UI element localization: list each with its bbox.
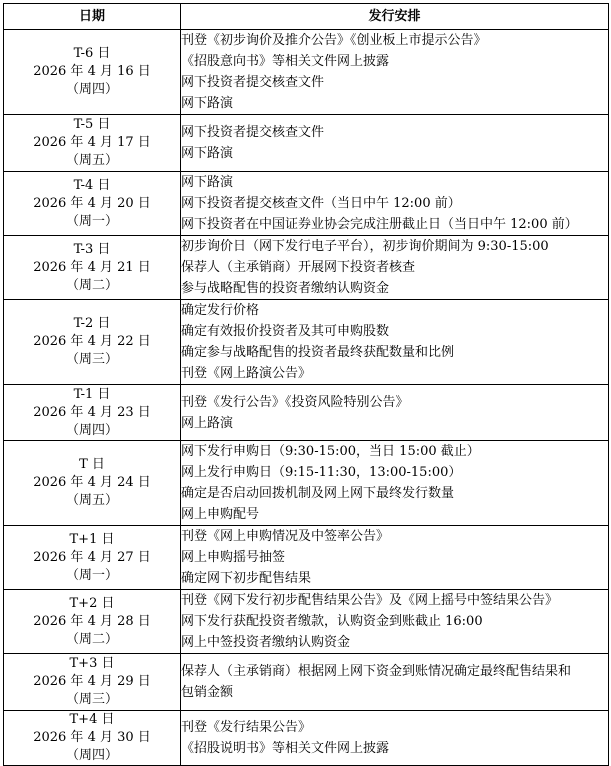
weekday-label: （周四） bbox=[65, 82, 118, 97]
schedule-row bbox=[4, 300, 609, 385]
calendar-date: 2026 年 4 月 30 日 bbox=[33, 730, 151, 745]
day-offset-label: T+2 日 bbox=[69, 595, 115, 611]
arrangement-line: 网下投资者提交核查文件 bbox=[181, 75, 325, 90]
schedule-row bbox=[4, 30, 609, 115]
date-cell bbox=[4, 236, 181, 300]
arrangement-cell bbox=[181, 30, 609, 115]
arrangement-line: 保荐人（主承销商）开展网下投资者核查 bbox=[181, 260, 416, 275]
weekday-label: （周一） bbox=[65, 213, 118, 229]
date-cell bbox=[4, 30, 181, 115]
arrangement-cell bbox=[181, 300, 609, 385]
calendar-date: 2026 年 4 月 16 日 bbox=[33, 64, 151, 79]
arrangement-line: 网下发行申购日（9:30-15:00，当日 15:00 截止） bbox=[181, 444, 480, 459]
arrangement-line: 网上申购配号 bbox=[181, 507, 260, 522]
schedule-row bbox=[4, 441, 609, 526]
schedule-row bbox=[4, 115, 609, 172]
arrangement-line: 初步询价日（网下发行电子平台），初步询价期间为 9:30-15:00 bbox=[181, 239, 549, 254]
arrangement-line: 网下路演 bbox=[181, 96, 234, 111]
weekday-label: （周二） bbox=[65, 631, 118, 647]
arrangement-line: 网上路演 bbox=[181, 415, 234, 431]
arrangement-line: 确定是否启动回拨机制及网上网下最终发行数量 bbox=[181, 486, 455, 501]
arrangement-line: 参与战略配售的投资者缴纳认购资金 bbox=[181, 281, 390, 296]
day-offset-label: T 日 bbox=[79, 457, 105, 472]
day-offset-label: T+3 日 bbox=[69, 656, 115, 671]
calendar-date: 2026 年 4 月 24 日 bbox=[33, 475, 151, 490]
arrangement-line: 确定参与战略配售的投资者最终获配数量和比例 bbox=[181, 345, 455, 360]
weekday-label: （周四） bbox=[65, 422, 118, 438]
weekday-label: （周五） bbox=[65, 153, 118, 168]
arrangement-line: 网上申购摇号抽签 bbox=[181, 550, 286, 565]
date-cell bbox=[4, 115, 181, 172]
arrangement-cell bbox=[181, 526, 609, 590]
day-offset-label: T-5 日 bbox=[73, 117, 111, 132]
weekday-label: （周三） bbox=[65, 692, 118, 707]
date-cell bbox=[4, 385, 181, 441]
header-row bbox=[4, 4, 609, 30]
arrangement-cell bbox=[181, 654, 609, 711]
arrangement-line: 网下投资者在中国证券业协会完成注册截止日（当日中午 12:00 前） bbox=[181, 217, 578, 232]
issuance-schedule-table bbox=[3, 3, 609, 766]
day-offset-label: T-4 日 bbox=[73, 177, 111, 193]
weekday-label: （周四） bbox=[65, 748, 118, 763]
arrangement-line: 确定有效报价投资者及其可申购股数 bbox=[181, 324, 390, 339]
arrangement-cell bbox=[181, 236, 609, 300]
arrangement-line: 网下路演 bbox=[181, 146, 234, 161]
day-offset-label: T-3 日 bbox=[73, 241, 111, 257]
calendar-date: 2026 年 4 月 21 日 bbox=[33, 259, 151, 275]
arrangement-cell bbox=[181, 172, 609, 236]
calendar-date: 2026 年 4 月 29 日 bbox=[33, 674, 151, 689]
arrangement-line: 刊登《网上路演公告》 bbox=[181, 366, 312, 381]
arrangement-cell bbox=[181, 115, 609, 172]
calendar-date: 2026 年 4 月 27 日 bbox=[33, 549, 151, 565]
arrangement-line: 保荐人（主承销商）根据网上网下资金到账情况确定最终配售结果和 bbox=[181, 664, 572, 679]
arrangement-line: 网上发行申购日（9:15-11:30，13:00-15:00） bbox=[181, 465, 462, 480]
header-arrangement: 发行安排 bbox=[181, 4, 609, 30]
calendar-date: 2026 年 4 月 28 日 bbox=[33, 613, 151, 629]
date-cell bbox=[4, 711, 181, 766]
arrangement-cell bbox=[181, 385, 609, 441]
date-cell bbox=[4, 654, 181, 711]
arrangement-line: 刊登《网上申购情况及中签率公告》 bbox=[181, 529, 390, 544]
schedule-row bbox=[4, 236, 609, 300]
day-offset-label: T-2 日 bbox=[73, 316, 111, 331]
date-cell bbox=[4, 300, 181, 385]
calendar-date: 2026 年 4 月 22 日 bbox=[33, 334, 151, 349]
arrangement-line: 网下发行获配投资者缴款，认购资金到账截止 16:00 bbox=[181, 614, 483, 629]
arrangement-line: 网下路演 bbox=[181, 175, 234, 190]
arrangement-cell bbox=[181, 711, 609, 766]
arrangement-line: 《招股意向书》等相关文件网上披露 bbox=[181, 54, 390, 69]
schedule-row bbox=[4, 654, 609, 711]
date-cell bbox=[4, 590, 181, 654]
day-offset-label: T+1 日 bbox=[69, 531, 115, 547]
weekday-label: （周三） bbox=[65, 352, 118, 367]
date-cell bbox=[4, 526, 181, 590]
weekday-label: （周一） bbox=[65, 567, 118, 583]
calendar-date: 2026 年 4 月 20 日 bbox=[33, 195, 151, 211]
arrangement-line: 包销金额 bbox=[181, 685, 234, 700]
arrangement-line: 刊登《网下发行初步配售结果公告》及《网上摇号中签结果公告》 bbox=[181, 593, 559, 608]
arrangement-line: 网上中签投资者缴纳认购资金 bbox=[181, 635, 351, 650]
calendar-date: 2026 年 4 月 17 日 bbox=[33, 135, 151, 150]
day-offset-label: T+4 日 bbox=[69, 712, 115, 727]
arrangement-line: 刊登《发行结果公告》 bbox=[181, 720, 312, 735]
arrangement-line: 确定发行价格 bbox=[181, 303, 260, 318]
day-offset-label: T-6 日 bbox=[73, 46, 111, 61]
arrangement-line: 网下投资者提交核查文件 bbox=[181, 125, 325, 140]
arrangement-line: 网下投资者提交核查文件（当日中午 12:00 前） bbox=[181, 196, 461, 211]
schedule-body bbox=[4, 30, 609, 766]
arrangement-line: 刊登《发行公告》《投资风险特别公告》 bbox=[181, 394, 409, 410]
schedule-row bbox=[4, 711, 609, 766]
date-cell bbox=[4, 441, 181, 526]
arrangement-line: 确定网下初步配售结果 bbox=[181, 571, 312, 586]
weekday-label: （周五） bbox=[65, 493, 118, 508]
schedule-row bbox=[4, 172, 609, 236]
calendar-date: 2026 年 4 月 23 日 bbox=[33, 404, 151, 420]
date-cell bbox=[4, 172, 181, 236]
arrangement-line: 刊登《初步询价及推介公告》《创业板上市提示公告》 bbox=[181, 33, 487, 48]
schedule-header bbox=[4, 4, 609, 30]
header-date: 日期 bbox=[4, 4, 181, 30]
arrangement-cell bbox=[181, 590, 609, 654]
schedule-row bbox=[4, 590, 609, 654]
day-offset-label: T-1 日 bbox=[73, 386, 111, 402]
arrangement-cell bbox=[181, 441, 609, 526]
arrangement-line: 《招股说明书》等相关文件网上披露 bbox=[181, 741, 390, 756]
schedule-row bbox=[4, 526, 609, 590]
schedule-row bbox=[4, 385, 609, 441]
weekday-label: （周二） bbox=[65, 277, 118, 293]
